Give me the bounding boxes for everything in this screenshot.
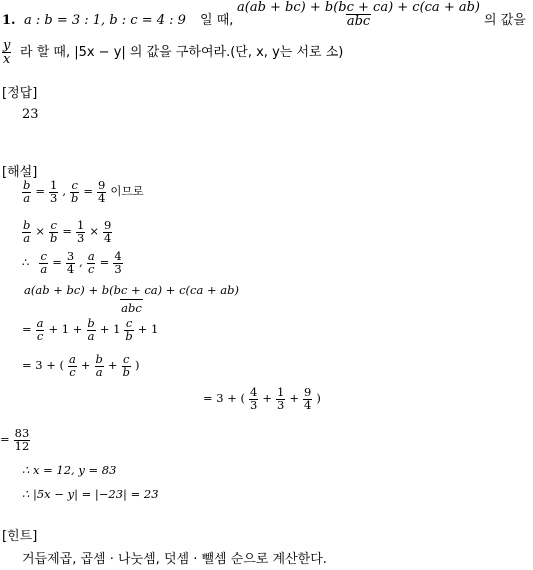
close-paren: ) xyxy=(134,358,140,373)
plus-one-text: + 1 xyxy=(137,322,159,337)
solution-line-8 xyxy=(0,428,30,452)
frac-num: b xyxy=(23,178,31,192)
frac-den: 3 xyxy=(277,397,285,412)
problem-fraction-denominator: abc xyxy=(346,14,371,29)
times-sign: × xyxy=(35,224,46,239)
equals-sign: = xyxy=(62,224,73,239)
frac-den: abc xyxy=(121,300,142,315)
times-sign: × xyxy=(89,224,99,239)
solution-line-9: ∴ x = 12, y = 83 xyxy=(22,463,117,477)
frac-num: 9 xyxy=(104,218,112,232)
frac-num: c xyxy=(50,218,57,232)
solution-line-10: ∴ |5x − y| = |−23| = 23 xyxy=(22,487,159,501)
comma: , xyxy=(62,184,66,199)
frac-den: 4 xyxy=(98,190,106,205)
frac-num: 1 xyxy=(277,385,285,399)
plus-sign: + xyxy=(289,391,299,406)
plus-sign: + xyxy=(80,358,91,373)
frac-num: b xyxy=(23,218,31,232)
frac-den: a xyxy=(23,230,31,245)
problem-y-over-x xyxy=(2,39,11,66)
frac-den: a xyxy=(95,364,103,379)
frac-den: c xyxy=(88,261,95,276)
plus-sign: + xyxy=(262,391,273,406)
frac-den: a xyxy=(87,328,95,343)
therefore-symbol: ∴ xyxy=(22,255,30,270)
comma: , xyxy=(79,255,83,270)
text-therefore-word: 이므로 xyxy=(110,184,144,199)
frac-den: 3 xyxy=(250,397,258,412)
frac-num: c xyxy=(123,352,130,366)
hint-header: [힌트] xyxy=(2,529,38,544)
equals-sign: = xyxy=(22,322,32,337)
frac-num: 4 xyxy=(114,249,122,263)
equals-sign: = xyxy=(83,184,94,199)
plus-one-text: + 1 + xyxy=(48,322,83,337)
frac-num: 83 xyxy=(14,426,30,440)
frac-den: c xyxy=(69,364,76,379)
fraction-y: y xyxy=(3,38,11,53)
frac-den: 4 xyxy=(104,230,112,245)
close-paren: ) xyxy=(316,391,321,406)
equals-sign: = xyxy=(35,184,46,199)
problem-when-word: 일 때, xyxy=(200,13,234,28)
frac-den: a xyxy=(40,261,48,276)
frac-den: 3 xyxy=(114,261,122,276)
frac-den: 3 xyxy=(50,190,58,205)
answer-value: 23 xyxy=(22,107,39,122)
plus-sign: + xyxy=(107,358,118,373)
solution-header: [해설] xyxy=(2,165,38,180)
frac-den: 12 xyxy=(14,438,30,453)
frac-num: a xyxy=(69,352,76,366)
frac-den: a xyxy=(23,190,31,205)
frac-num: 1 xyxy=(50,178,58,192)
frac-den: c xyxy=(36,328,44,343)
equals-three-open: = 3 + ( xyxy=(203,391,246,406)
answer-header: [정답] xyxy=(2,86,38,101)
frac-num: 9 xyxy=(303,385,312,399)
frac-den: 4 xyxy=(66,261,75,276)
frac-num: a(ab + bc) + b(bc + ca) + c(ca + ab) xyxy=(24,283,239,297)
frac-num: 4 xyxy=(250,385,258,399)
frac-den: 4 xyxy=(303,397,312,412)
solution-line-3 xyxy=(22,251,123,275)
frac-num: c xyxy=(40,249,47,263)
frac-den: b xyxy=(122,364,130,379)
frac-num: b xyxy=(87,316,95,330)
frac-den: b xyxy=(50,230,58,245)
frac-den: b xyxy=(125,328,133,343)
equals-sign: = xyxy=(52,255,62,270)
frac-num: 9 xyxy=(98,178,106,192)
frac-num: a xyxy=(87,249,95,263)
fraction-x: x xyxy=(3,52,11,67)
solution-line-7 xyxy=(203,387,321,411)
frac-den: b xyxy=(71,190,79,205)
frac-num: a xyxy=(36,316,44,330)
solution-line-6 xyxy=(22,354,139,378)
equals-sign: = xyxy=(0,432,10,447)
problem-condition: a : b = 3 : 1, b : c = 4 : 9 xyxy=(24,13,186,28)
plus-one-text: + 1 xyxy=(99,322,121,337)
problem-fraction-numerator: a(ab + bc) + b(bc + ca) + c(ca + ab) xyxy=(237,0,480,15)
solution-line-2 xyxy=(22,220,112,244)
frac-num: 3 xyxy=(66,249,75,263)
problem-line2-text: 라 할 때, |5x − y| 의 값을 구하여라.(단, x, y는 서로 소) xyxy=(20,45,344,60)
equals-three-open: = 3 + ( xyxy=(22,358,65,373)
frac-num: c xyxy=(125,316,133,330)
frac-den: 3 xyxy=(77,230,85,245)
frac-num: c xyxy=(71,178,78,192)
solution-line-4 xyxy=(22,285,241,314)
problem-value-of: 의 값을 xyxy=(484,13,526,28)
problem-main-fraction xyxy=(236,1,481,28)
problem-number: 1. xyxy=(2,13,16,28)
solution-line-5 xyxy=(22,318,158,342)
frac-num: b xyxy=(95,352,103,366)
equals-sign: = xyxy=(99,255,110,270)
frac-num: 1 xyxy=(77,218,85,232)
hint-text: 거듭제곱, 곱셈 · 나눗셈, 덧셈 · 뺄셈 순으로 계산한다. xyxy=(22,552,327,567)
solution-line-1 xyxy=(22,180,144,204)
